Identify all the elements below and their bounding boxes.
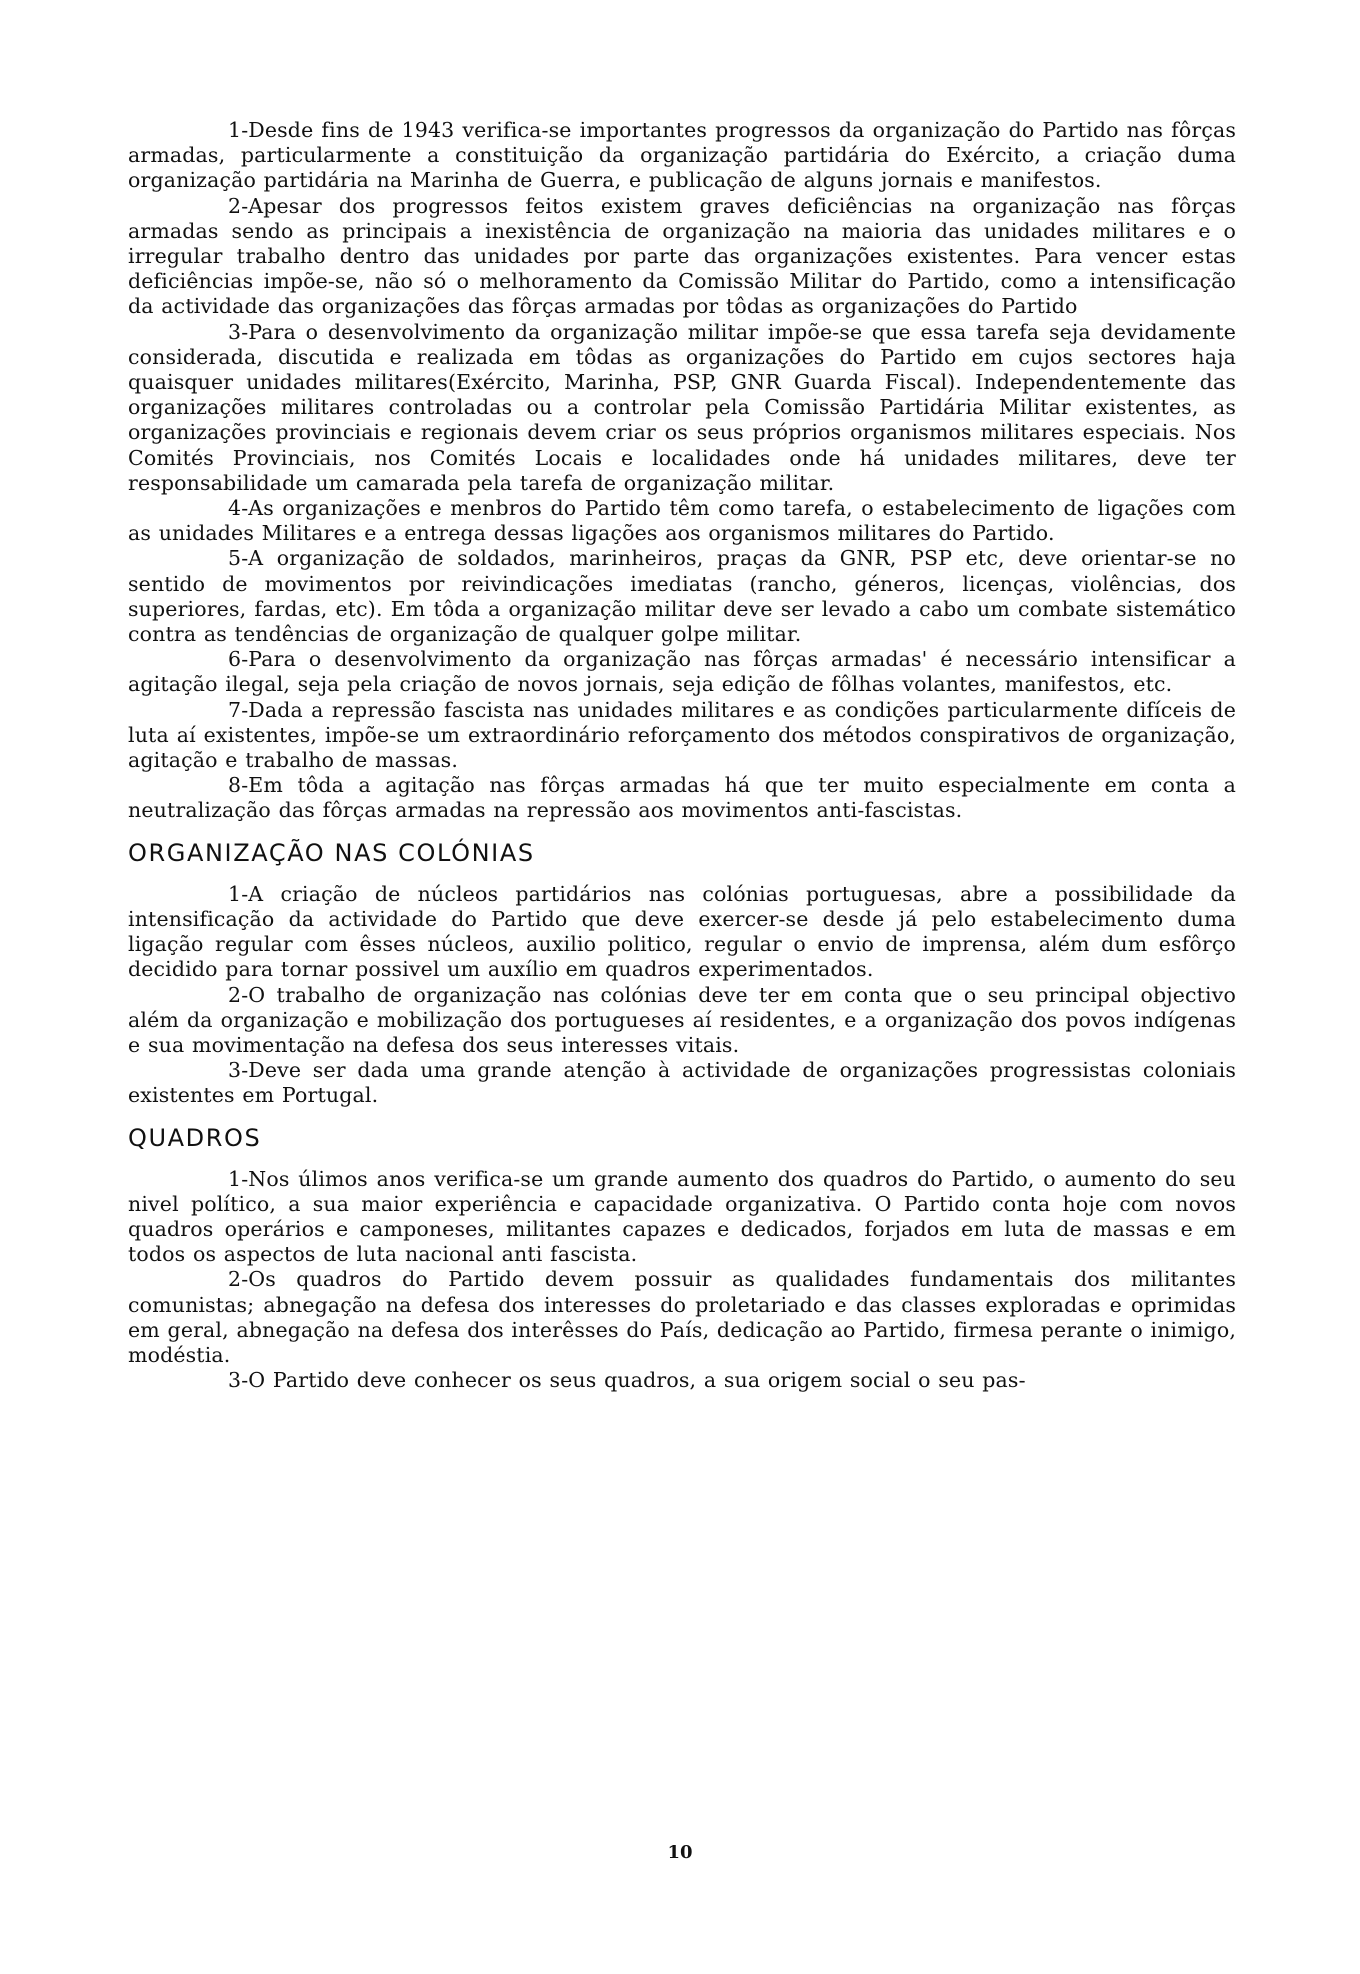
paragraph-military-1: 1-Desde fins de 1943 verifica-se importantes progressos da organização do Partido nas fôrças armadas, particularmente a constituição da organização partidária do Exército, a criação duma organização partidária na Marinha de Guerra, e publicação de alguns jornais e manifestos.: [128, 118, 1236, 193]
paragraph-cadres-1: 1-Nos úlimos anos verifica-se um grande aumento dos quadros do Partido, o aumento do seu nivel político, a sua maior experiência e capacidade organizativa. O Partido conta hoje com novos quadros operários e camponeses, militantes capazes e dedicados, forjados em luta de massas e em todos os aspectos de luta nacional anti fascista.: [128, 1166, 1236, 1267]
paragraph-colonies-2: 2-O trabalho de organização nas colónias deve ter em conta que o seu principal objectivo além da organização e mobilização dos portugueses aí residentes, e a organização dos povos indígenas e sua movimentação na defesa dos seus interesses vitais.: [128, 982, 1236, 1057]
paragraph-military-7: 7-Dada a repressão fascista nas unidades militares e as condições particularmente difíceis de luta aí existentes, impõe-se um extraordinário reforçamento dos métodos conspirativos de organização, agitação e trabalho de massas.: [128, 697, 1236, 773]
paragraph-military-5: 5-A organização de soldados, marinheiros, praças da GNR, PSP etc, deve orientar-se no sentido de movimentos por reivindicações imediatas (rancho, géneros, licenças, violências, dos superiores, fardas, etc). Em tôda a organização militar deve ser levado a cabo um combate sistemático contra as tendências de organização de qualquer golpe militar.: [128, 546, 1236, 647]
paragraph-colonies-1: 1-A criação de núcleos partidários nas colónias portuguesas, abre a possibilidade da intensificação da actividade do Partido que deve exercer-se desde já pelo estabelecimento duma ligação regular com êsses núcleos, auxilio politico, regular o envio de imprensa, além dum esfôrço decidido para tornar possivel um auxílio em quadros experimentados.: [128, 881, 1236, 982]
paragraph-military-8: 8-Em tôda a agitação nas fôrças armadas há que ter muito especialmente em conta a neutralização das fôrças armadas na repressão aos movimentos anti-fascistas.: [128, 773, 1236, 823]
paragraph-military-6: 6-Para o desenvolvimento da organização nas fôrças armadas' é necessário intensificar a agitação ilegal, seja pela criação de novos jornais, seja edição de fôlhas volantes, manifestos, etc.: [128, 647, 1236, 697]
section-colonies: [128, 838, 1236, 1109]
paragraph-colonies-3: 3-Deve ser dada uma grande atenção à actividade de organizações progressistas coloniais existentes em Portugal.: [128, 1058, 1236, 1108]
paragraph-military-3: 3-Para o desenvolvimento da organização militar impõe-se que essa tarefa seja devidamente considerada, discutida e realizada em tôdas as organizações do Partido em cujos sectores haja quaisquer unidades militares(Exército, Marinha, PSP, GNR Guarda Fiscal). Independentemente das organizações militares controladas ou a controlar pela Comissão Partidária Militar existentes, as organizações provinciais e regionais devem criar os seus próprios organismos militares especiais. Nos Comités Provinciais, nos Comités Locais e localidades onde há unidades militares, deve ter responsabilidade um camarada pela tarefa de organização militar.: [128, 319, 1236, 495]
section-military-organization: [128, 118, 1236, 824]
paragraph-cadres-3: 3-O Partido deve conhecer os seus quadros, a sua origem social o seu pas-: [228, 1368, 1026, 1393]
section-heading-colonies: ORGANIZAÇÃO NAS COLÓNIAS: [128, 838, 535, 867]
section-cadres: [128, 1123, 1236, 1394]
paragraph-cadres-2: 2-Os quadros do Partido devem possuir as qualidades fundamentais dos militantes comunistas; abnegação na defesa dos interesses do proletariado e das classes exploradas e oprimidas em geral, abnegação na defesa dos interêsses do País, dedicação ao Partido, firmesa perante o inimigo, modéstia.: [128, 1267, 1236, 1367]
document-page: [128, 118, 1236, 1393]
paragraph-military-2: 2-Apesar dos progressos feitos existem graves deficiências na organização nas fôrças armadas sendo as principais a inexistência de organização na maioria das unidades militares e o irregular trabalho dentro das unidades por parte das organizações existentes. Para vencer estas deficiências impõe-se, não só o melhoramento da Comissão Militar do Partido, como a intensificação da actividade das organizações das fôrças armadas por tôdas as organizações do Partido: [128, 193, 1236, 319]
section-heading-cadres: QUADROS: [128, 1123, 262, 1152]
paragraph-military-4: 4-As organizações e menbros do Partido têm como tarefa, o estabelecimento de ligações com as unidades Militares e a entrega dessas ligações aos organismos militares do Partido.: [128, 496, 1236, 546]
page-number: 10: [667, 1842, 693, 1863]
